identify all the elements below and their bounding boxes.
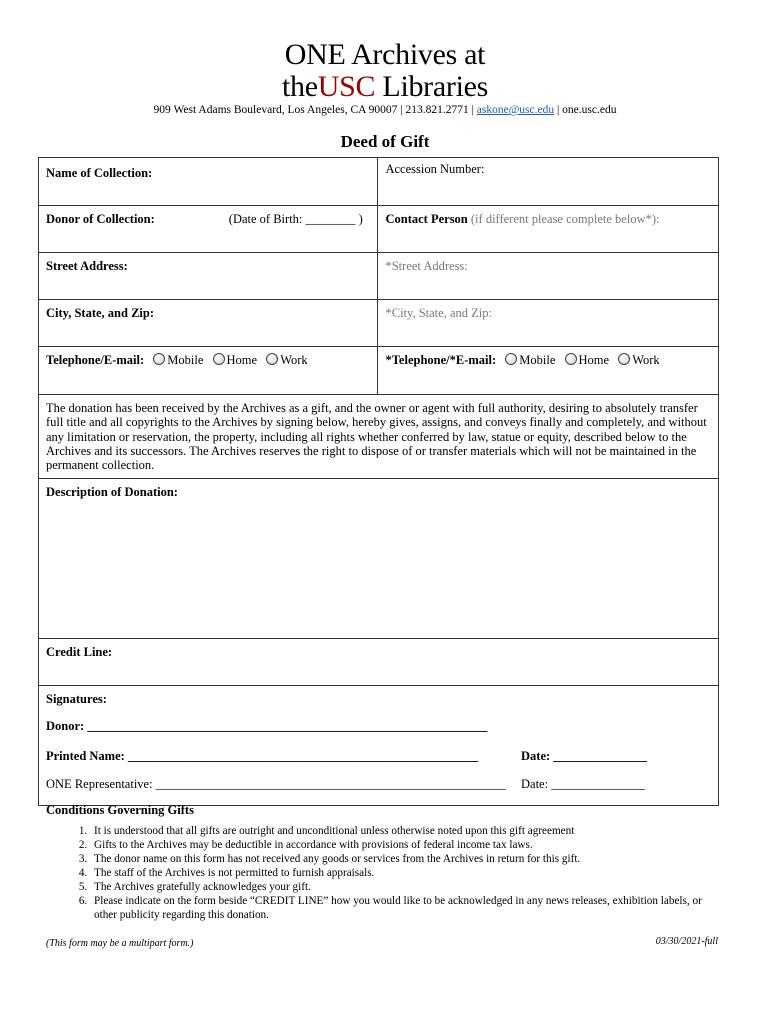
- contact-person-label: Contact Person: [385, 212, 468, 226]
- telephone-email-field[interactable]: [39, 347, 378, 395]
- donor-of-collection-field[interactable]: [39, 206, 378, 253]
- alt-radio-home-label: Home: [578, 353, 610, 367]
- footer-multipart-note: (This form may be a multipart form.): [46, 938, 194, 949]
- street-address-field[interactable]: [39, 253, 378, 300]
- logo-libraries: Libraries: [382, 70, 489, 103]
- condition-item: 3. The donor name on this form has not received any goods or services from the Archives in return for this gift.: [90, 852, 726, 866]
- name-of-collection-label: Name of Collection:: [46, 166, 153, 180]
- description-of-donation-field[interactable]: [39, 479, 719, 639]
- donor-signature-line[interactable]: Donor: ________________________________________________________________: [46, 719, 488, 734]
- conditions-title: Conditions Governing Gifts: [46, 803, 194, 817]
- condition-item: 6. Please indicate on the form beside “CREDIT LINE” how you would like to be acknowledged in any news releases, exhibition labels, or other publicity regarding this donation.: [90, 894, 726, 922]
- alt-city-state-zip-field[interactable]: [378, 300, 719, 347]
- alt-radio-home[interactable]: [565, 353, 577, 365]
- donor-of-collection-label: Donor of Collection:: [46, 212, 155, 226]
- page-title: Deed of Gift: [340, 132, 430, 151]
- alt-telephone-email-label: *Telephone/*E-mail:: [385, 353, 497, 367]
- footer-version: 03/30/2021-full: [655, 936, 718, 947]
- address-line: [0, 104, 770, 116]
- printed-name-line[interactable]: Printed Name: ________________________________________________________: [46, 749, 478, 764]
- alt-radio-work[interactable]: [618, 353, 630, 365]
- city-state-zip-field[interactable]: [39, 300, 378, 347]
- credit-line-label: Credit Line:: [46, 645, 113, 660]
- radio-mobile[interactable]: [153, 353, 165, 365]
- logo-line-1: ONE Archives at: [284, 38, 486, 71]
- condition-item: 5. The Archives gratefully acknowledges your gift.: [90, 880, 726, 894]
- logo-line-2: [0, 70, 770, 104]
- condition-item: 2. Gifts to the Archives may be deductible in accordance with provisions of federal income tax laws.: [90, 838, 726, 852]
- date-of-birth-label: (Date of Birth: ________ ): [228, 212, 363, 226]
- description-of-donation-label: Description of Donation:: [46, 485, 178, 500]
- accession-number-field[interactable]: [378, 158, 719, 206]
- radio-mobile-label: Mobile: [167, 353, 204, 367]
- alt-city-state-zip-label: *City, State, and Zip:: [385, 306, 492, 320]
- alt-radio-mobile[interactable]: [505, 353, 517, 365]
- radio-work-label: Work: [280, 353, 308, 367]
- address-text: 909 West Adams Boulevard, Los Angeles, CA 90007 | 213.821.2771 |: [153, 104, 474, 116]
- accession-number-label: Accession Number:: [385, 162, 485, 176]
- deed-form-table: [38, 157, 719, 806]
- condition-item: 4. The staff of the Archives is not permitted to furnish appraisals.: [90, 866, 726, 880]
- contact-person-field[interactable]: [378, 206, 719, 253]
- city-state-zip-label: City, State, and Zip:: [46, 306, 155, 320]
- conditions-list: [46, 824, 726, 922]
- logo-usc: USC: [317, 70, 376, 103]
- contact-person-note: (if different please complete below*):: [470, 212, 660, 226]
- alt-street-address-label: *Street Address:: [385, 259, 468, 273]
- signatures-section: [39, 686, 719, 806]
- email-link[interactable]: askone@usc.edu: [476, 104, 555, 116]
- address-website: | one.usc.edu: [556, 104, 617, 116]
- signatures-label: Signatures:: [46, 692, 107, 707]
- street-address-label: Street Address:: [46, 259, 128, 273]
- condition-item: 1. It is understood that all gifts are outright and unconditional unless otherwise noted upon this gift agreement: [90, 824, 726, 838]
- radio-work[interactable]: [266, 353, 278, 365]
- representative-date-line[interactable]: Date: _______________: [521, 777, 645, 792]
- alt-radio-work-label: Work: [632, 353, 660, 367]
- one-representative-line[interactable]: ONE Representative: ________________________________________________________: [46, 777, 506, 792]
- radio-home-label: Home: [226, 353, 258, 367]
- donation-statement: The donation has been received by the Archives as a gift, and the owner or agent with full authority, desiring to absolutely transfer full title and all copyrights to the Archives by signing below, hereby gives, assigns, and conveys finally and completely, and without any limitation or reservation, the property, including all rights whether conferred by law, statue or equity, described below to the Archives and its successors. The Archives reserves the right to dispose of or transfer materials which will not be maintained in the permanent collection.: [39, 395, 719, 479]
- printed-name-date-line[interactable]: Date: _______________: [521, 749, 648, 764]
- alt-telephone-email-field[interactable]: [378, 347, 719, 395]
- credit-line-field[interactable]: [39, 639, 719, 686]
- logo-the: the: [281, 70, 318, 103]
- radio-home[interactable]: [213, 353, 225, 365]
- name-of-collection-field[interactable]: [39, 158, 378, 206]
- telephone-email-label: Telephone/E-mail:: [46, 353, 145, 367]
- alt-radio-mobile-label: Mobile: [519, 353, 556, 367]
- alt-street-address-field[interactable]: [378, 253, 719, 300]
